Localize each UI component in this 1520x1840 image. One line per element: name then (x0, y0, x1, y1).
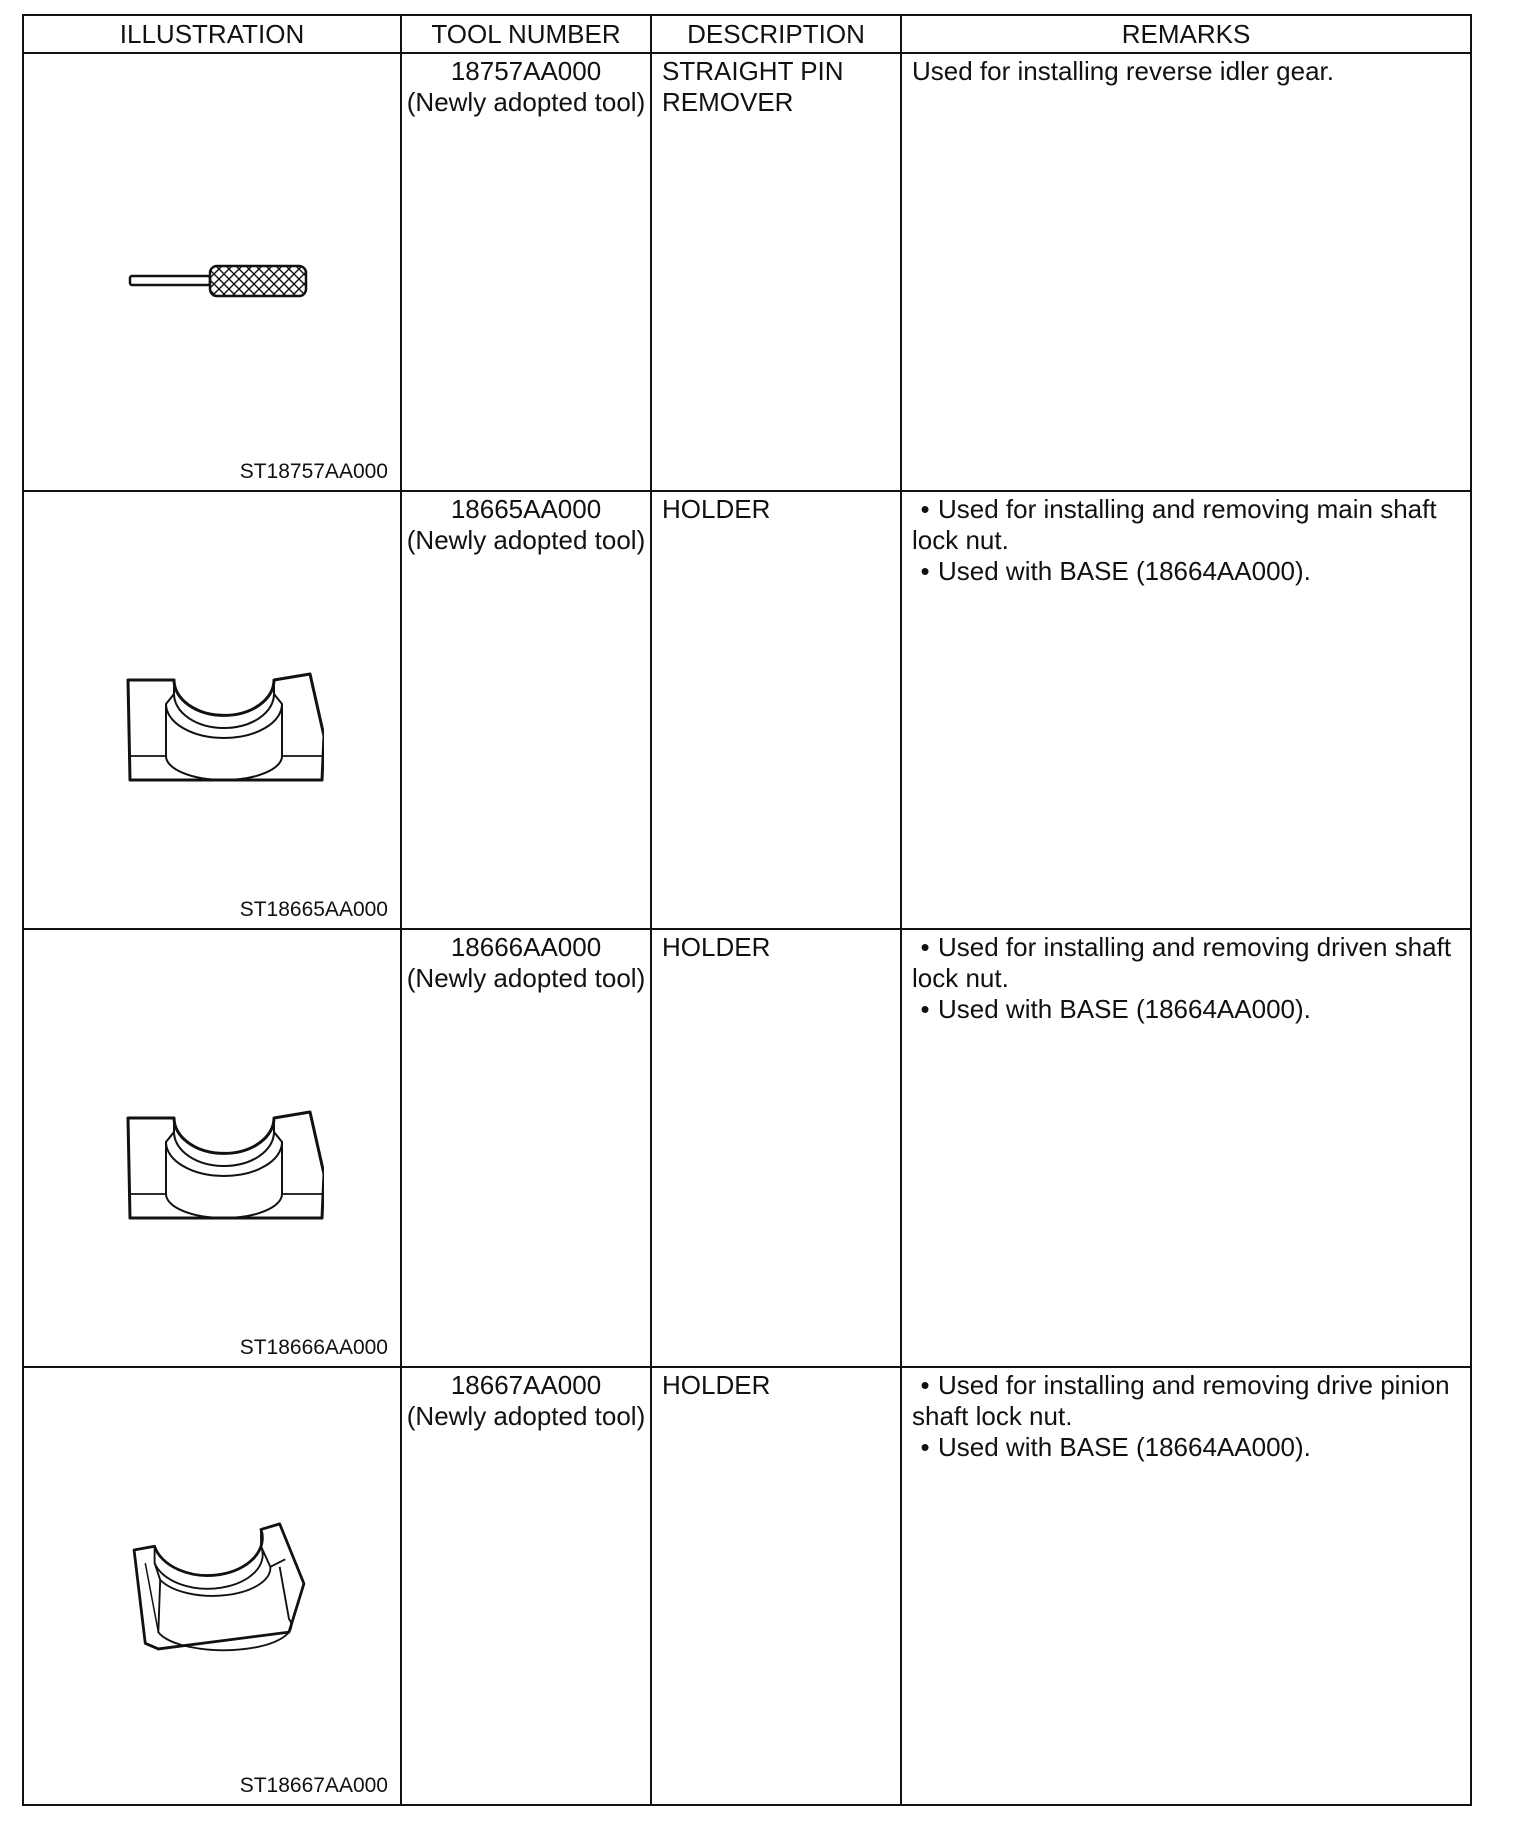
illustration-cell (23, 929, 401, 1367)
remark-text: lock nut. (912, 963, 1009, 993)
table-row (23, 53, 1471, 491)
bullet: • (920, 994, 930, 1024)
description-cell (651, 491, 901, 929)
remarks-cell (901, 929, 1471, 1367)
remark-item (912, 1370, 1460, 1401)
special-tools-table (22, 14, 1472, 1806)
illustration-code: ST18667AA000 (239, 1774, 388, 1797)
tool-note: (Newly adopted tool) (406, 963, 646, 993)
illustration-cell (23, 491, 401, 929)
bullet: • (920, 556, 930, 586)
illustration-code: ST18666AA000 (239, 1336, 388, 1359)
tool-note: (Newly adopted tool) (406, 1401, 646, 1431)
description-line: REMOVER (662, 87, 794, 117)
description-line: HOLDER (662, 494, 771, 524)
description-line: STRAIGHT PIN (662, 56, 844, 86)
remark-text: Used with BASE (18664AA000). (938, 994, 1311, 1024)
description-cell (651, 53, 901, 491)
bullet: • (920, 1370, 930, 1400)
table-row (23, 491, 1471, 929)
holder-angled-icon (114, 1522, 324, 1662)
header-remarks: REMARKS (901, 15, 1471, 53)
illustration-cell (23, 1367, 401, 1805)
tool-number-cell (401, 53, 651, 491)
tool-number-cell (401, 929, 651, 1367)
holder-icon (114, 660, 324, 800)
bullet: • (920, 932, 930, 962)
table-row (23, 1367, 1471, 1805)
tool-number: 18667AA000 (450, 1370, 602, 1400)
remark-text: Used for installing and removing drive pinion (938, 1370, 1450, 1400)
tool-number: 18666AA000 (450, 932, 602, 962)
straight-pin-remover-icon (114, 204, 324, 344)
bullet: • (920, 1432, 930, 1462)
illustration-code: ST18665AA000 (239, 898, 388, 921)
illustration-cell (23, 53, 401, 491)
remark-item (912, 556, 1460, 587)
remark-item (912, 932, 1460, 963)
header-description: DESCRIPTION (651, 15, 901, 53)
description-line: HOLDER (662, 1370, 771, 1400)
remark-text: shaft lock nut. (912, 1401, 1073, 1431)
bullet: • (920, 494, 930, 524)
remark-text: Used with BASE (18664AA000). (938, 556, 1311, 586)
remark-text: Used for installing reverse idler gear. (912, 56, 1334, 86)
table-header-row (23, 15, 1471, 53)
remark-item (912, 1432, 1460, 1463)
description-cell (651, 929, 901, 1367)
tool-number-cell (401, 491, 651, 929)
remark-text: Used with BASE (18664AA000). (938, 1432, 1311, 1462)
tool-note: (Newly adopted tool) (406, 87, 646, 117)
description-line: HOLDER (662, 932, 771, 962)
tool-note: (Newly adopted tool) (406, 525, 646, 555)
remark-text: lock nut. (912, 525, 1009, 555)
table-row (23, 929, 1471, 1367)
description-cell (651, 1367, 901, 1805)
remark-text: Used for installing and removing main shaft (938, 494, 1437, 524)
tool-number-cell (401, 1367, 651, 1805)
holder-icon (114, 1098, 324, 1238)
tool-number: 18665AA000 (450, 494, 602, 524)
remarks-cell (901, 491, 1471, 929)
remark-item (912, 494, 1460, 525)
remarks-cell (901, 53, 1471, 491)
remarks-cell (901, 1367, 1471, 1805)
header-tool-number: TOOL NUMBER (401, 15, 651, 53)
remark-text: Used for installing and removing driven shaft (938, 932, 1452, 962)
remark-item (912, 994, 1460, 1025)
header-illustration: ILLUSTRATION (23, 15, 401, 53)
tool-number: 18757AA000 (450, 56, 602, 86)
illustration-code: ST18757AA000 (239, 460, 388, 483)
